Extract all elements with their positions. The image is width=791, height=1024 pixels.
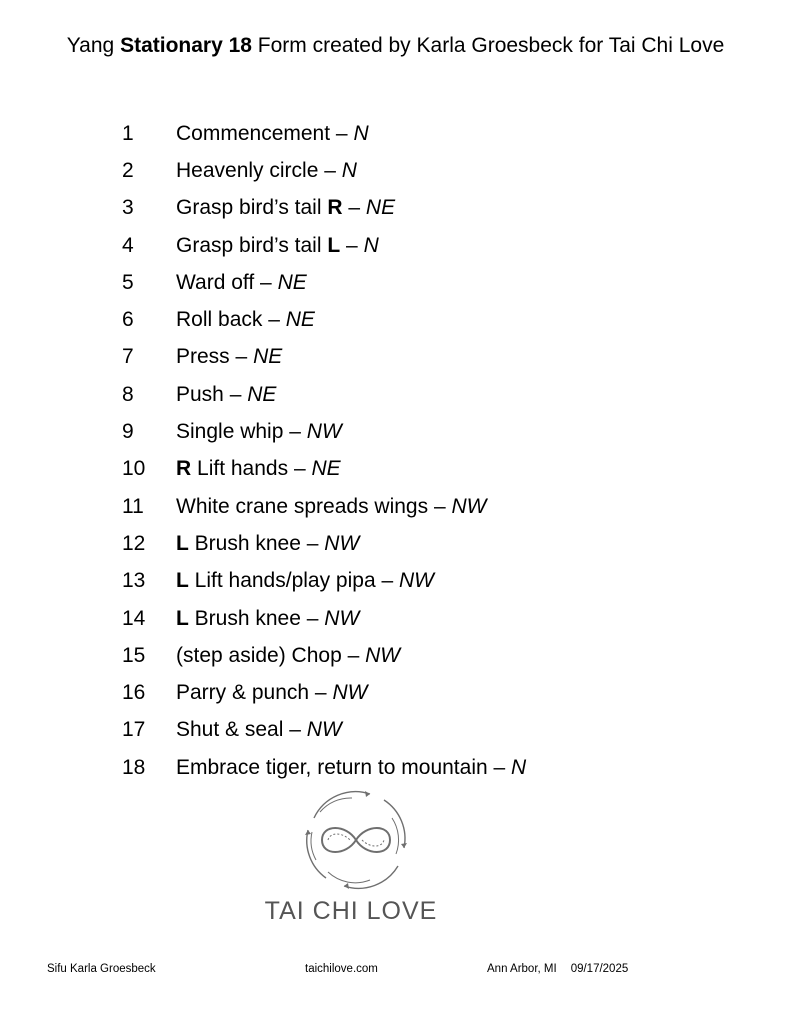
move-text <box>176 196 395 220</box>
move-text <box>176 532 359 556</box>
move-row <box>122 413 762 450</box>
move-name: Roll back <box>176 308 263 332</box>
move-separator: – <box>347 643 360 667</box>
move-name: Heavenly circle <box>176 158 319 182</box>
footer-author: Sifu Karla Groesbeck <box>47 963 156 975</box>
move-row <box>122 152 762 189</box>
move-number: 15 <box>122 643 146 667</box>
move-name: White crane spreads wings <box>176 494 429 518</box>
move-number: 8 <box>122 382 134 406</box>
title-suffix: Form created by Karla Groesbeck for Tai Chi Love <box>257 34 725 57</box>
move-name: (step aside) Chop <box>176 643 342 667</box>
move-direction: N <box>363 233 379 257</box>
move-direction: NE <box>285 308 315 332</box>
footer-website: taichilove.com <box>305 963 378 975</box>
move-number: 11 <box>122 494 144 518</box>
form-move-list <box>122 115 762 786</box>
move-row <box>122 227 762 264</box>
move-text <box>176 569 434 593</box>
move-separator: – <box>289 718 301 742</box>
move-direction: NW <box>451 494 487 518</box>
move-name: Brush knee <box>194 531 301 555</box>
move-direction: NW <box>332 681 368 705</box>
move-name: Embrace tiger, return to mountain <box>176 755 488 779</box>
move-separator: – <box>324 158 336 182</box>
move-number: 14 <box>122 606 146 630</box>
move-separator: – <box>229 382 242 406</box>
move-number: 12 <box>122 531 146 555</box>
move-separator: – <box>348 196 361 220</box>
title-bold: Stationary 18 <box>120 34 252 57</box>
move-direction: NW <box>306 420 342 444</box>
move-direction: NE <box>253 345 283 369</box>
move-name: Shut & seal <box>176 718 284 742</box>
move-row <box>122 525 762 562</box>
move-direction: NE <box>311 457 341 481</box>
move-number: 13 <box>122 569 146 593</box>
move-name: Grasp bird’s tail <box>176 196 322 220</box>
footer-date: 09/17/2025 <box>570 963 629 975</box>
page-title <box>0 33 791 59</box>
move-row <box>122 637 762 674</box>
move-side: L <box>176 531 189 555</box>
move-row <box>122 712 762 749</box>
move-direction: N <box>341 158 357 182</box>
move-name: Lift hands/play pipa <box>194 569 376 593</box>
move-text <box>176 457 341 481</box>
move-text <box>176 681 367 705</box>
move-number: 2 <box>122 158 134 182</box>
tai-chi-love-logo-icon <box>300 788 412 890</box>
move-row <box>122 749 762 786</box>
move-separator: – <box>289 420 301 444</box>
move-number: 9 <box>122 420 134 444</box>
move-row <box>122 488 762 525</box>
move-number: 3 <box>122 196 134 220</box>
move-text <box>176 159 357 183</box>
move-direction: NW <box>365 643 401 667</box>
move-row <box>122 600 762 637</box>
move-name: Single whip <box>176 420 284 444</box>
move-text <box>176 420 342 444</box>
move-row <box>122 115 762 152</box>
move-number: 6 <box>122 308 134 332</box>
move-number: 4 <box>122 233 134 257</box>
move-text <box>176 308 315 332</box>
move-separator: – <box>306 531 319 555</box>
move-separator: – <box>268 308 280 332</box>
move-direction: NE <box>365 196 396 220</box>
title-prefix: Yang <box>66 34 115 57</box>
move-number: 16 <box>122 681 146 705</box>
move-row <box>122 301 762 338</box>
move-direction: N <box>511 755 527 779</box>
move-direction: NW <box>306 718 342 742</box>
move-side: R <box>327 196 343 220</box>
move-number: 10 <box>122 457 146 481</box>
move-row <box>122 339 762 376</box>
move-separator: – <box>381 569 394 593</box>
move-name: Push <box>176 382 224 406</box>
move-number: 18 <box>122 755 146 779</box>
move-text <box>176 495 487 519</box>
move-name: Ward off <box>176 270 255 294</box>
move-name: Parry & punch <box>176 681 310 705</box>
move-text <box>176 718 342 742</box>
move-side: L <box>327 233 341 257</box>
move-name: Commencement <box>176 121 331 145</box>
move-name: Press <box>176 345 230 369</box>
move-text <box>176 345 282 369</box>
brand-name: TAI CHI LOVE <box>264 897 438 925</box>
move-separator: – <box>346 233 358 257</box>
move-text <box>176 607 359 631</box>
move-text <box>176 644 400 668</box>
move-direction: NW <box>399 569 435 593</box>
move-text <box>176 383 276 407</box>
move-separator: – <box>293 457 306 481</box>
move-name: Brush knee <box>194 606 301 630</box>
move-number: 17 <box>122 718 146 742</box>
move-text <box>176 234 379 258</box>
move-separator: – <box>235 345 248 369</box>
move-name: Grasp bird’s tail <box>176 233 322 257</box>
move-text <box>176 271 307 295</box>
move-direction: NW <box>324 606 360 630</box>
move-number: 7 <box>122 345 134 369</box>
move-separator: – <box>314 681 327 705</box>
move-separator: – <box>335 121 348 145</box>
move-separator: – <box>433 494 446 518</box>
move-row <box>122 674 762 711</box>
move-direction: N <box>353 121 369 145</box>
move-side: L <box>176 569 189 593</box>
move-row <box>122 190 762 227</box>
move-row <box>122 264 762 301</box>
move-row <box>122 563 762 600</box>
move-direction: NE <box>247 382 277 406</box>
move-direction: NW <box>324 531 360 555</box>
footer-location-date <box>487 963 628 975</box>
move-separator: – <box>493 755 506 779</box>
move-number: 5 <box>122 270 134 294</box>
move-separator: – <box>260 270 272 294</box>
move-text <box>176 756 526 780</box>
move-side: R <box>176 457 192 481</box>
move-number: 1 <box>122 121 134 145</box>
move-row <box>122 451 762 488</box>
move-text <box>176 122 369 146</box>
footer-location: Ann Arbor, MI <box>487 963 557 975</box>
move-name: Lift hands <box>197 457 289 481</box>
move-side: L <box>176 606 189 630</box>
move-separator: – <box>306 606 319 630</box>
move-row <box>122 376 762 413</box>
move-direction: NE <box>277 270 307 294</box>
